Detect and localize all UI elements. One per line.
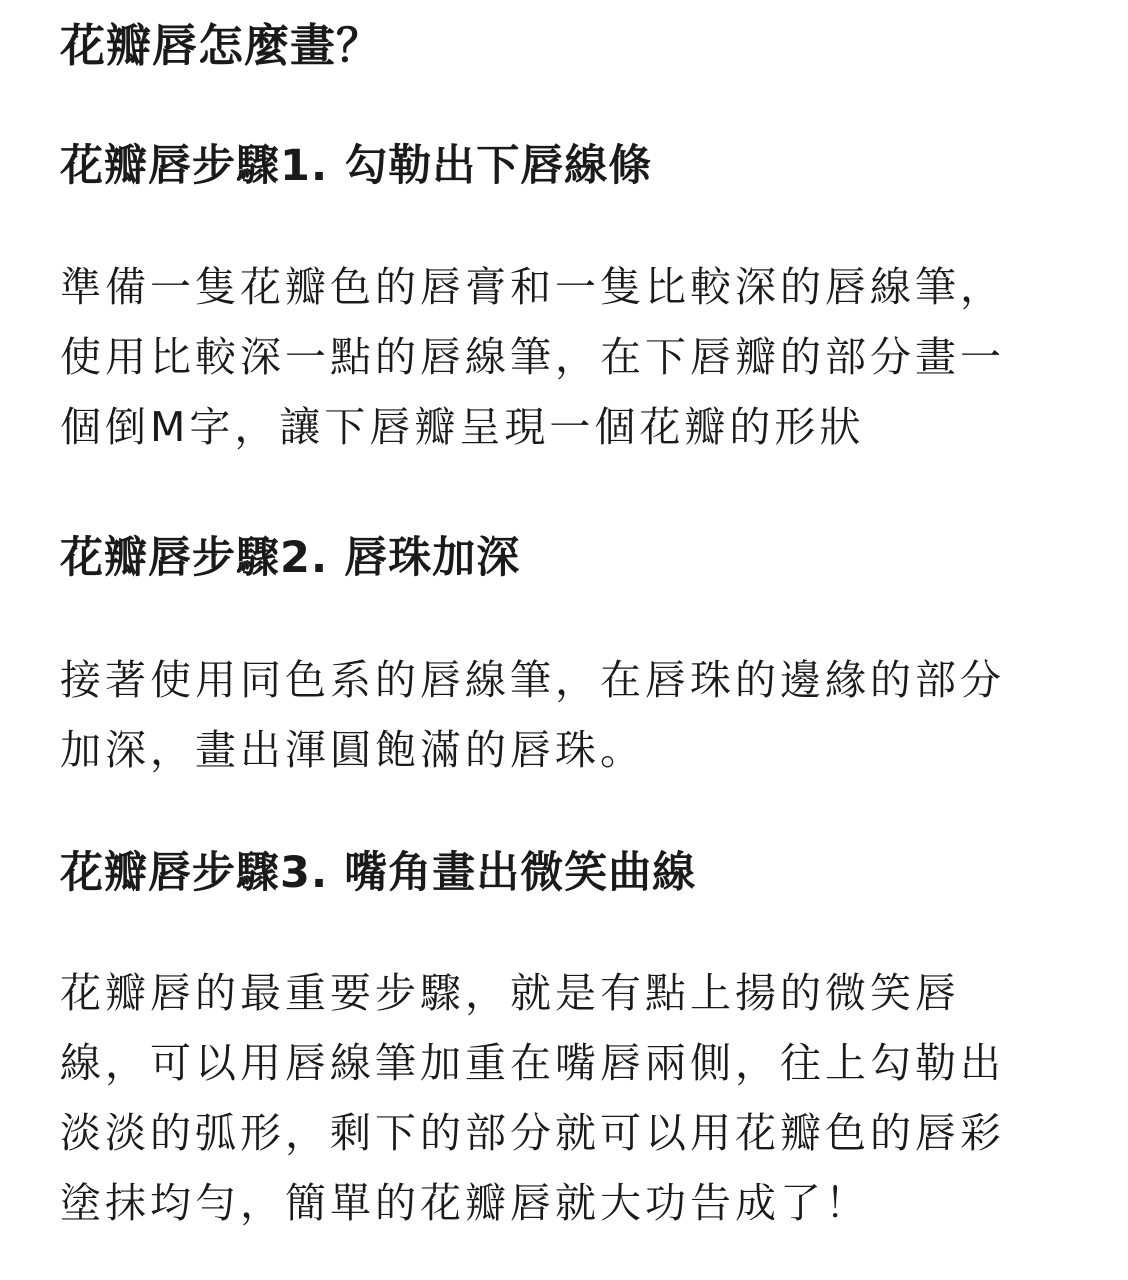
step-3-paragraph — [60, 958, 1005, 1238]
step-2-paragraph — [60, 645, 1005, 785]
paragraph-line: 個倒M字，讓下唇瓣呈現一個花瓣的形狀 — [60, 403, 865, 451]
step-1-heading: 花瓣唇步驟1. 勾勒出下唇線條 — [60, 141, 653, 191]
page-title: 花瓣唇怎麼畫？ — [60, 19, 383, 72]
paragraph-line: 線，可以用唇線筆加重在嘴唇兩側，往上勾勒出 — [60, 1039, 1005, 1087]
paragraph-line: 花瓣唇的最重要步驟，就是有點上揚的微笑唇 — [60, 969, 960, 1017]
step-1-paragraph — [60, 252, 1005, 462]
paragraph-line: 使用比較深一點的唇線筆，在下唇瓣的部分畫一 — [60, 333, 1005, 381]
step-2-heading: 花瓣唇步驟2. 唇珠加深 — [60, 533, 521, 583]
paragraph-line: 淡淡的弧形，剩下的部分就可以用花瓣色的唇彩 — [60, 1109, 1005, 1157]
paragraph-line: 加深，畫出渾圓飽滿的唇珠。 — [60, 726, 645, 774]
paragraph-line: 接著使用同色系的唇線筆，在唇珠的邊緣的部分 — [60, 656, 1005, 704]
paragraph-line: 塗抹均勻，簡單的花瓣唇就大功告成了！ — [60, 1179, 870, 1227]
step-3-heading: 花瓣唇步驟3. 嘴角畫出微笑曲線 — [60, 848, 697, 898]
paragraph-line: 準備一隻花瓣色的唇膏和一隻比較深的唇線筆， — [60, 263, 1005, 311]
